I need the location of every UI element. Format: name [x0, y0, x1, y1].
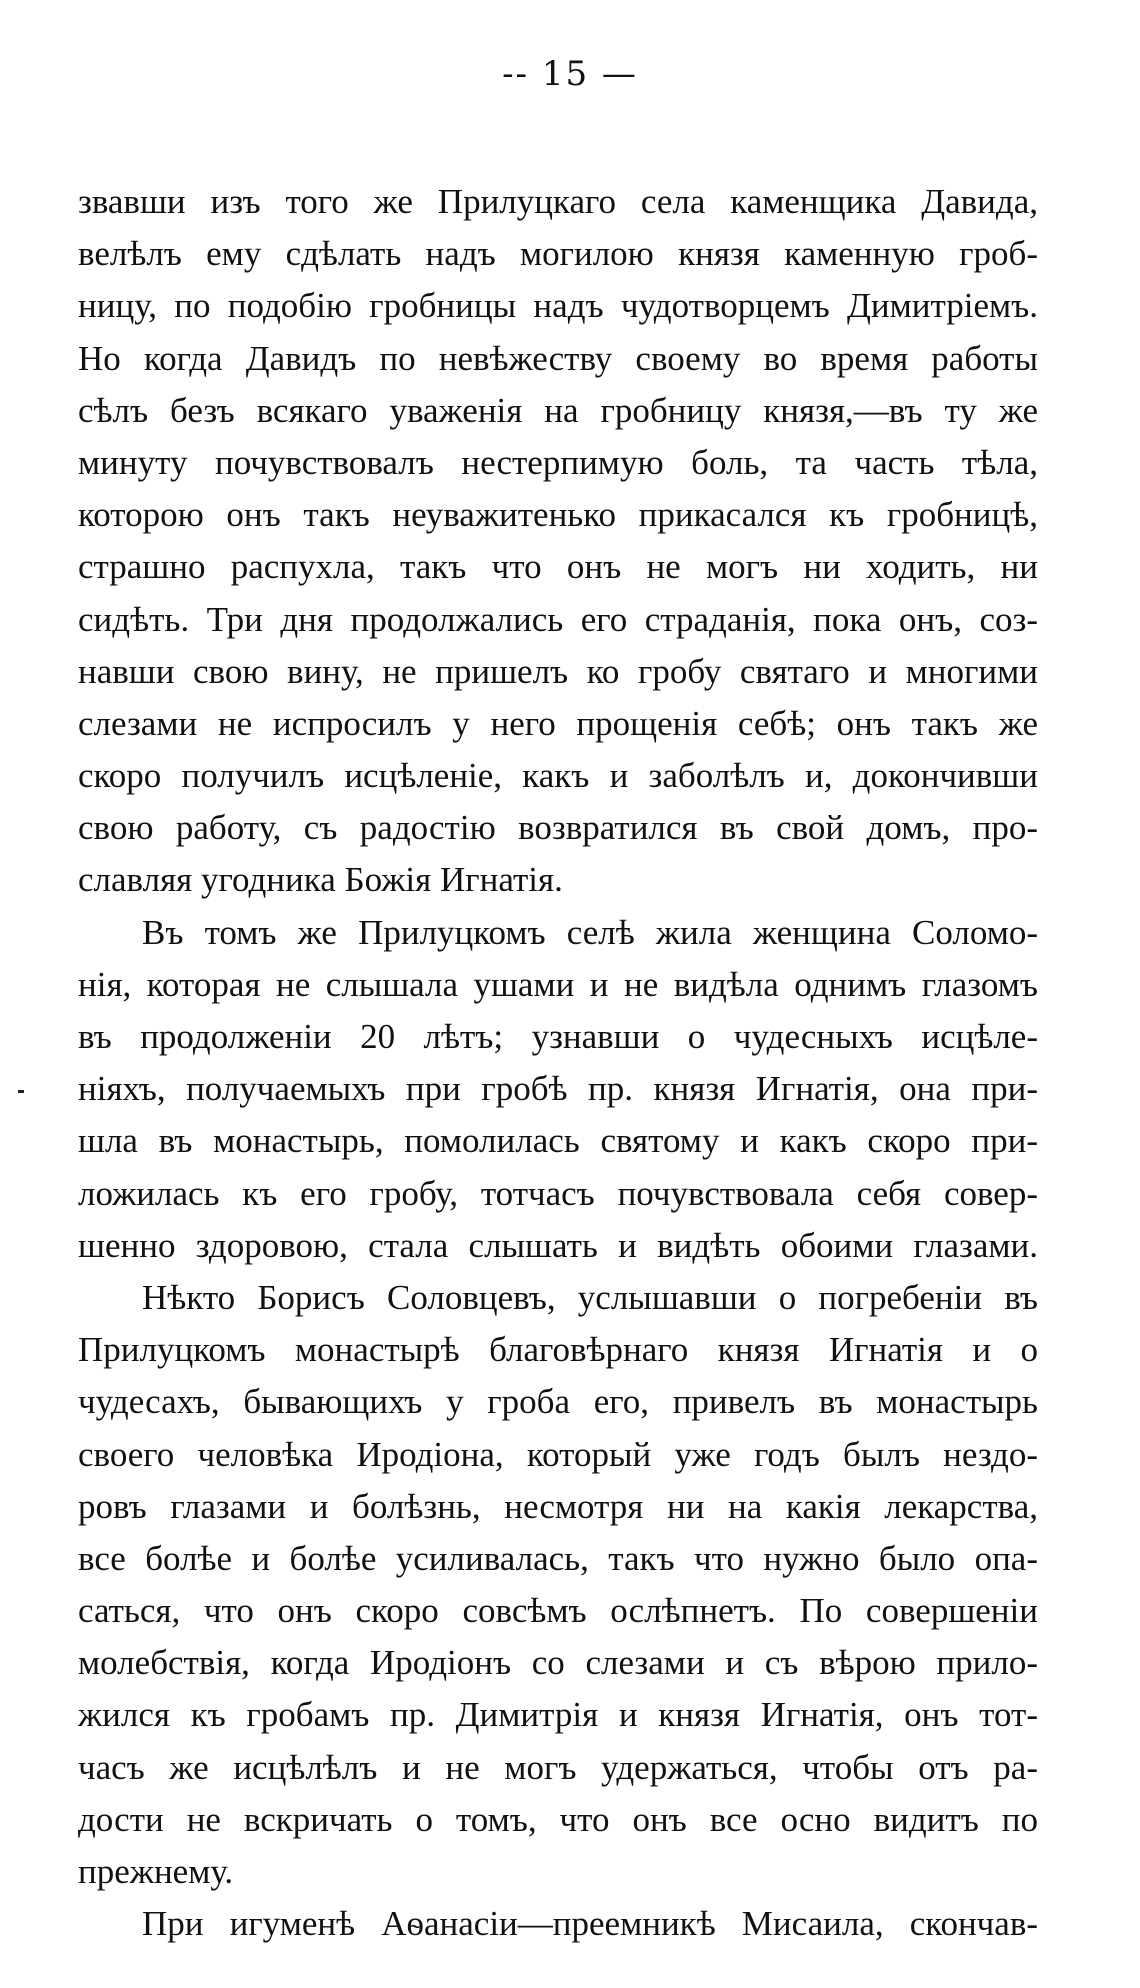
text-line: славляя угодника Божія Игнатія. — [78, 860, 563, 900]
page-text — [78, 176, 1038, 1950]
text-line: велѣлъ ему сдѣлать надъ могилою князя каменную гроб- — [78, 234, 1038, 274]
text-line: саться, что онъ скоро совсѣмъ ослѣпнетъ. По совершеніи — [78, 1591, 1038, 1631]
text-line: шла въ монастырь, помолилась святому и какъ скоро при- — [78, 1121, 1038, 1161]
text-line: жился къ гробамъ пр. Димитрія и князя Игнатія, онъ тот- — [78, 1695, 1038, 1735]
text-line: своего человѣка Иродіона, который уже годъ былъ нездо- — [78, 1434, 1038, 1474]
text-line: скоро получилъ исцѣленіе, какъ и заболѣлъ и, докончивши — [78, 756, 1038, 796]
text-line: ложилась къ его гробу, тотчасъ почувствовала себя совер- — [78, 1173, 1038, 1213]
text-line: часъ же исцѣлѣлъ и не могъ удержаться, чтобы отъ ра- — [78, 1747, 1038, 1787]
margin-mark — [18, 1090, 24, 1093]
page-number: -- 15 — — [502, 54, 638, 94]
text-line: дости не вскричать о томъ, что онъ все осно видитъ по — [78, 1799, 1038, 1839]
text-line: Но когда Давидъ по невѣжеству своему во время работы — [78, 338, 1038, 378]
text-line: чудесахъ, бывающихъ у гроба его, привелъ въ монастырь — [78, 1382, 1038, 1422]
text-line: страшно распухла, такъ что онъ не могъ ни ходить, ни — [78, 547, 1038, 587]
text-line: нія, которая не слышала ушами и не видѣла однимъ глазомъ — [78, 964, 1038, 1004]
text-line: Нѣкто Борисъ Соловцевъ, услышавши о погребеніи въ — [142, 1277, 1038, 1317]
text-line: слезами не испросилъ у него прощенія себѣ; онъ такъ же — [78, 703, 1038, 743]
text-line: все болѣе и болѣе усиливалась, такъ что нужно было опа- — [78, 1538, 1038, 1578]
text-line: молебствія, когда Иродіонъ со слезами и съ вѣрою прило- — [78, 1643, 1038, 1683]
text-line: ницу, по подобію гробницы надъ чудотворцемъ Димитріемъ. — [78, 286, 1038, 326]
text-line: При игуменѣ Аѳанасіи—преемникѣ Мисаила, скончав- — [142, 1904, 1038, 1944]
text-line: сидѣть. Три дня продолжались его страданія, пока онъ, соз- — [78, 599, 1038, 639]
text-line: которою онъ такъ неуважитенько прикасался къ гробницѣ, — [78, 495, 1038, 535]
text-line: навши свою вину, не пришелъ ко гробу святаго и многими — [78, 651, 1038, 691]
text-line: звавши изъ того же Прилуцкаго села каменщика Давида, — [78, 182, 1038, 221]
text-line: прежнему. — [78, 1852, 234, 1891]
text-line: ніяхъ, получаемыхъ при гробѣ пр. князя Игнатія, она при- — [78, 1069, 1038, 1109]
text-line: минуту почувствовалъ нестерпимую боль, та часть тѣла, — [78, 442, 1038, 482]
text-line: сѣлъ безъ всякаго уваженія на гробницу князя,—въ ту же — [78, 390, 1038, 430]
text-line: шенно здоровою, стала слышать и видѣть обоими глазами. — [78, 1225, 1038, 1265]
text-line: Прилуцкомъ монастырѣ благовѣрнаго князя Игнатія и о — [78, 1330, 1038, 1370]
text-line: ровъ глазами и болѣзнь, несмотря ни на какія лекарства, — [78, 1486, 1038, 1526]
text-line: въ продолженіи 20 лѣтъ; узнавши о чудесныхъ исцѣле- — [78, 1017, 1038, 1056]
text-line: свою работу, съ радостію возвратился въ свой домъ, про- — [78, 808, 1038, 848]
text-line: Въ томъ же Прилуцкомъ селѣ жила женщина Соломо- — [142, 912, 1038, 952]
